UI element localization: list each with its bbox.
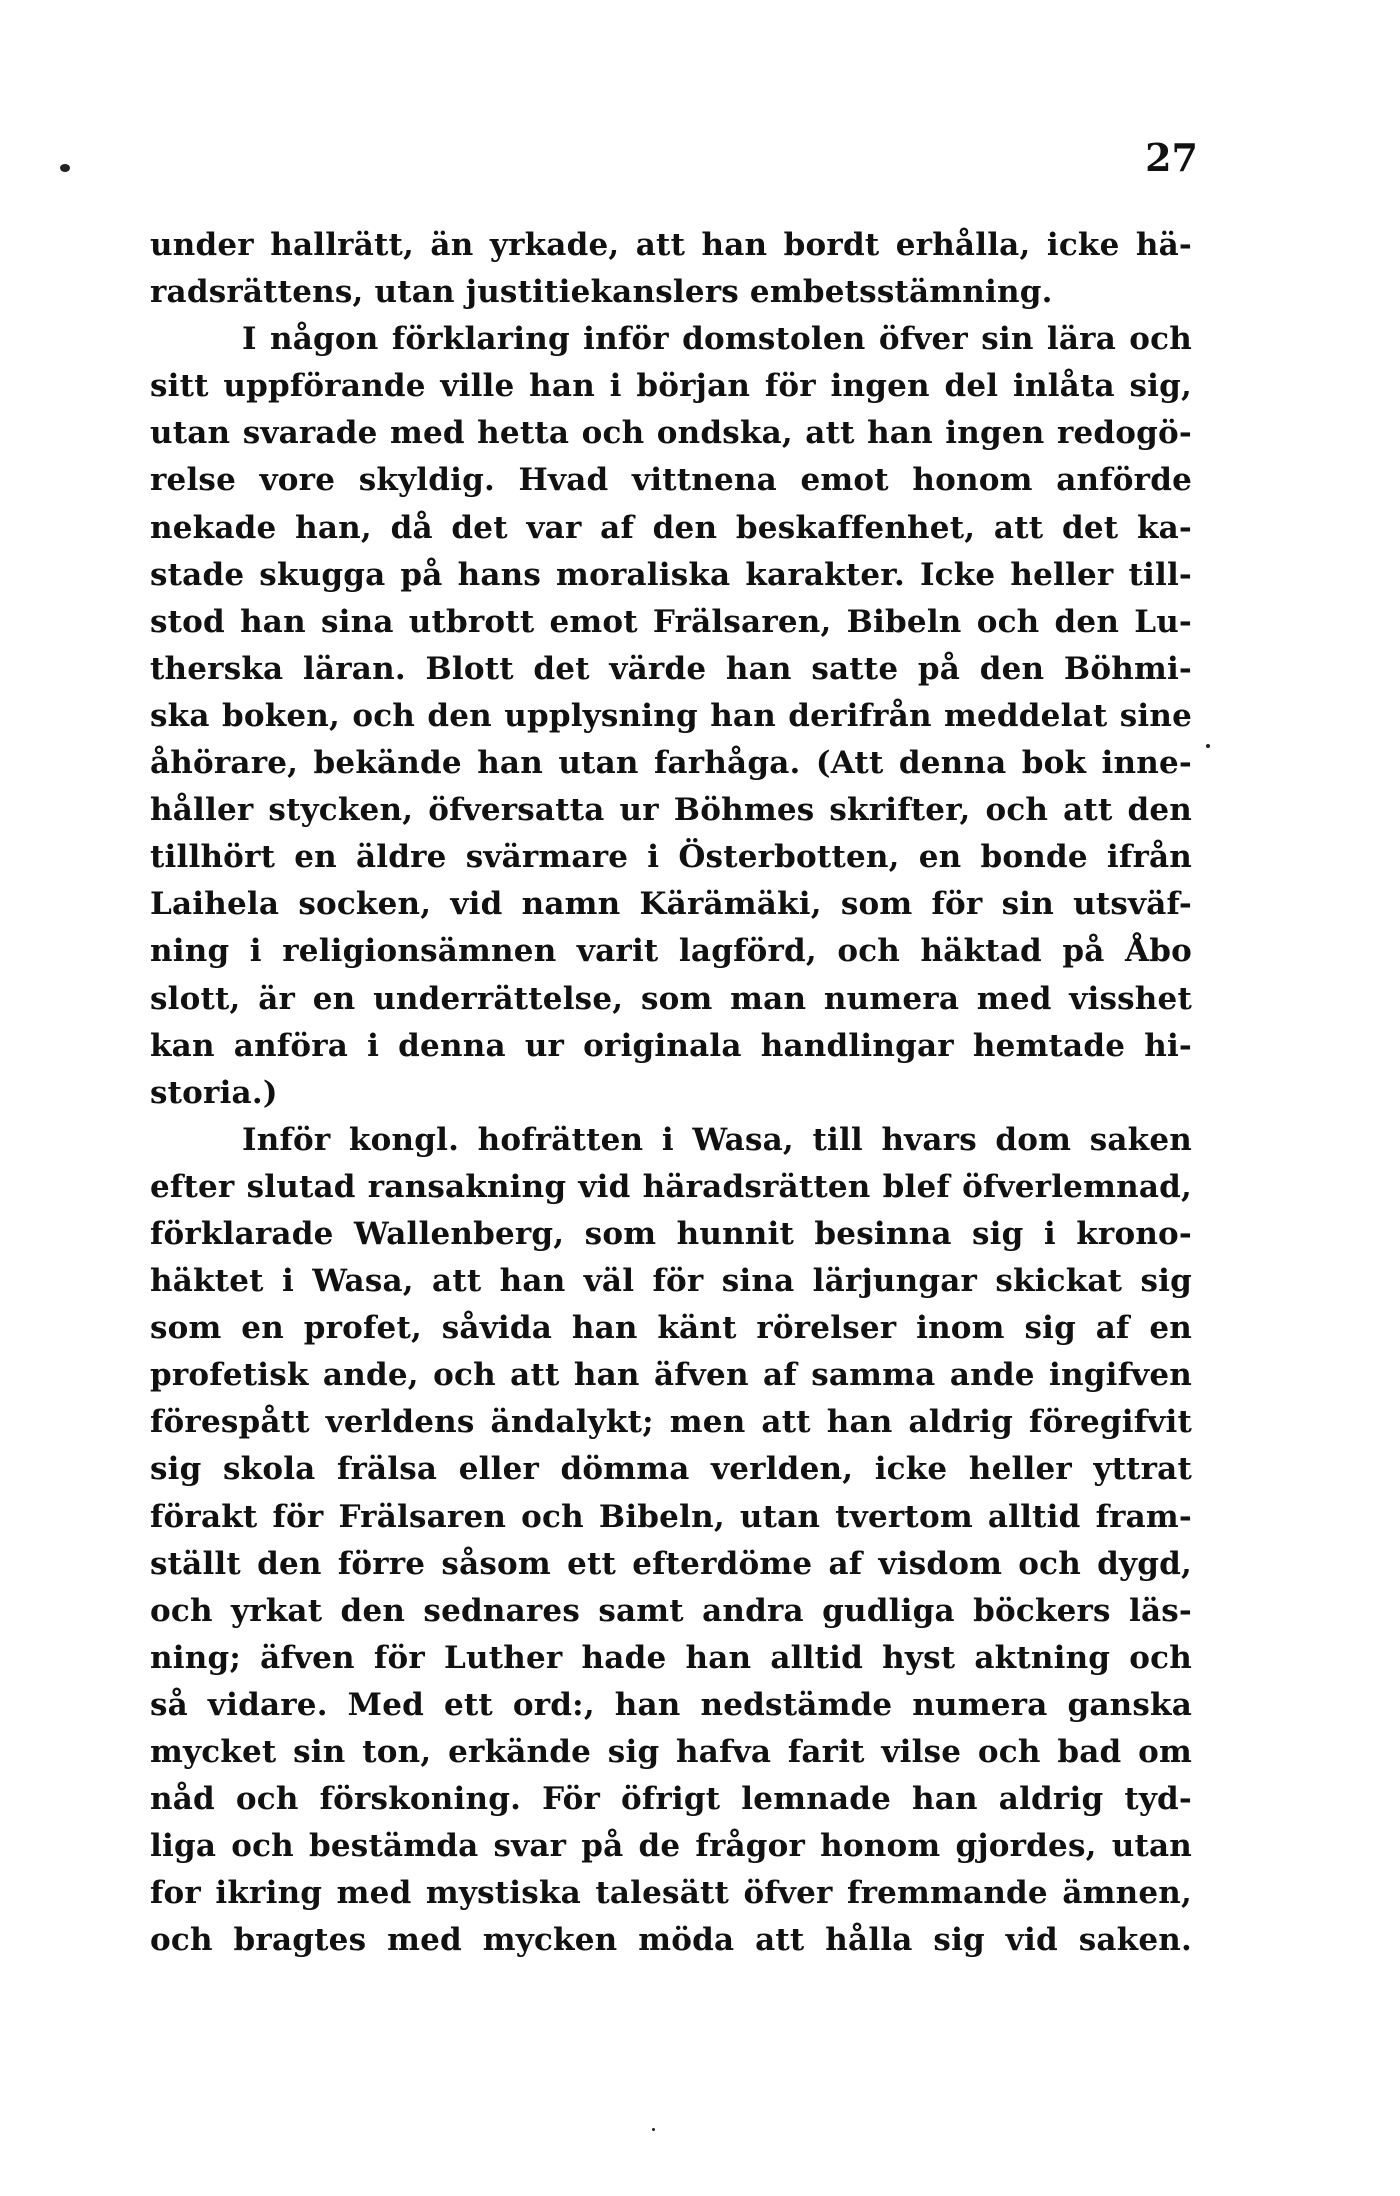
text-line: förakt för Frälsaren och Bibeln, utan tvertom alltid fram- — [150, 1498, 1192, 1535]
text-line: ning; äfven för Luther hade han alltid hyst aktning och — [150, 1639, 1192, 1676]
text-line: och yrkat den sednares samt andra gudliga böckers läs- — [150, 1592, 1192, 1629]
text-line: sig skola frälsa eller dömma verlden, icke heller yttrat — [150, 1451, 1192, 1488]
text-line: håller stycken, öfversatta ur Böhmes skrifter, och att den — [150, 792, 1192, 829]
text-line: ställt den förre såsom ett efterdöme af visdom och dygd, — [150, 1545, 1192, 1582]
text-line: så vidare. Med ett ord:, han nedstämde numera ganska — [150, 1686, 1192, 1723]
text-line: kan anföra i denna ur originala handlingar hemtade hi- — [150, 1027, 1192, 1064]
text-line: mycket sin ton, erkände sig hafva farit vilse och bad om — [150, 1734, 1192, 1770]
text-line: therska läran. Blott det värde han satte på den Böhmi- — [150, 650, 1192, 687]
text-line: under hallrätt, än yrkade, att han bordt erhålla, icke hä- — [150, 227, 1192, 263]
text-line: åhörare, bekände han utan farhåga. (Att denna bok inne- — [150, 745, 1192, 782]
text-line: häktet i Wasa, att han väl för sina lärjungar skickat sig — [150, 1263, 1192, 1300]
text-line: sitt uppförande ville han i början för ingen del inlåta sig, — [150, 368, 1192, 405]
text-line: och bragtes med mycken möda att hålla sig vid saken. — [150, 1922, 1192, 1959]
ink-speck — [60, 164, 70, 172]
text-line: radsrättens, utan justitiekanslers embetsstämning. — [150, 274, 1053, 311]
page-number: 27 — [1145, 135, 1198, 180]
text-line: storia.) — [150, 1074, 278, 1111]
text-line: liga och bestämda svar på de frågor honom gjordes, utan — [150, 1828, 1192, 1865]
text-line: utan svarade med hetta och ondska, att han ingen redogö- — [150, 415, 1192, 452]
text-line: som en profet, såvida han känt rörelser inom sig af en — [150, 1310, 1192, 1347]
text-line: efter slutad ransakning vid häradsrätten blef öfverlemnad, — [150, 1168, 1192, 1205]
text-line: for ikring med mystiska talesätt öfver fremmande ämnen, — [150, 1875, 1192, 1912]
text-line: stade skugga på hans moraliska karakter. Icke heller till- — [150, 556, 1192, 593]
text-line: tillhört en äldre svärmare i Österbotten, en bonde ifrån — [150, 839, 1192, 876]
text-line: profetisk ande, och att han äfven af samma ande ingifven — [150, 1357, 1192, 1394]
text-line: Inför kongl. hofrätten i Wasa, till hvars dom saken — [242, 1121, 1192, 1158]
text-line: nekade han, då det var af den beskaffenhet, att det ka- — [150, 509, 1192, 546]
text-line: förespått verldens ändalykt; men att han aldrig föregifvit — [150, 1404, 1192, 1441]
text-line: I någon förklaring inför domstolen öfver sin lära och — [242, 321, 1192, 358]
ink-speck — [652, 2128, 655, 2131]
text-line: ska boken, och den upplysning han derifrån meddelat sine — [150, 697, 1192, 734]
text-line: förklarade Wallenberg, som hunnit besinna sig i krono- — [150, 1215, 1192, 1252]
text-line: Laihela socken, vid namn Kärämäki, som för sin utsväf- — [150, 886, 1192, 923]
ink-speck — [1206, 744, 1210, 748]
body-text — [150, 222, 1192, 1964]
text-line: slott, är en underrättelse, som man numera med visshet — [150, 980, 1192, 1017]
text-line: relse vore skyldig. Hvad vittnena emot honom anförde — [150, 462, 1192, 499]
text-line: stod han sina utbrott emot Frälsaren, Bibeln och den Lu- — [150, 603, 1192, 640]
text-line: ning i religionsämnen varit lagförd, och häktad på Åbo — [150, 933, 1192, 970]
text-line: nåd och förskoning. För öfrigt lemnade han aldrig tyd- — [150, 1781, 1192, 1818]
